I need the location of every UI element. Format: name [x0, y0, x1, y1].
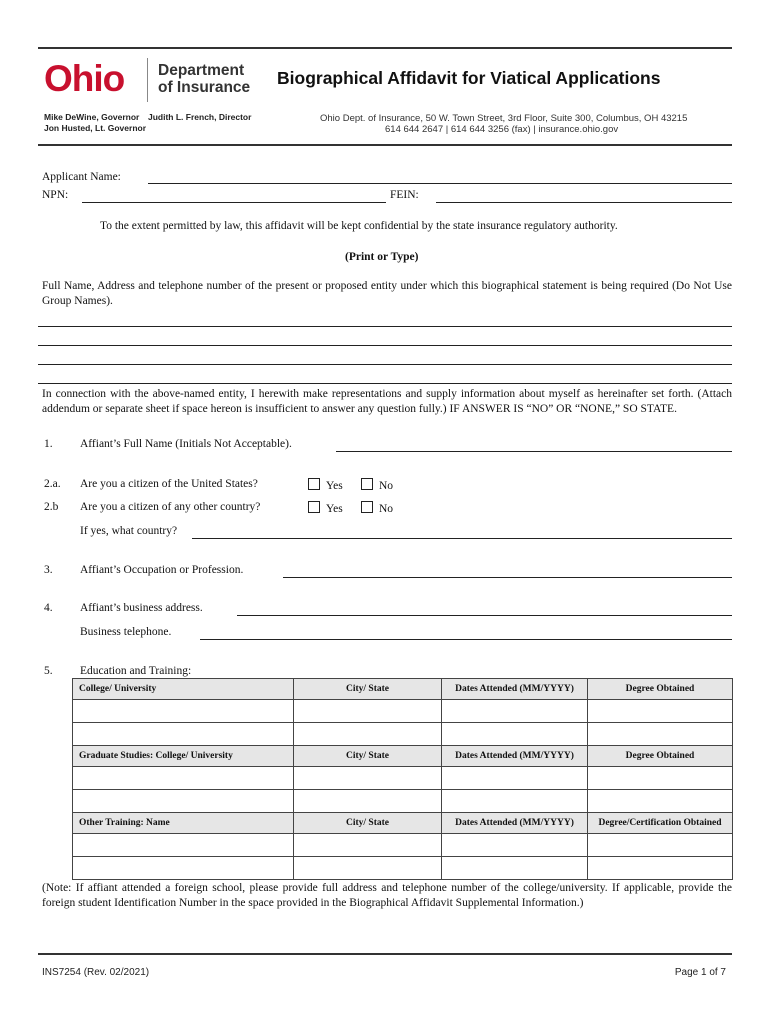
entity-instruction: Full Name, Address and telephone number of the present or proposed entity under which this biographical statement is being required (Do Not Use Group Names). [42, 280, 732, 307]
table-cell[interactable] [588, 723, 733, 746]
table-cell[interactable] [73, 790, 294, 813]
college-header-name: College/ University [73, 679, 294, 700]
form-title: Biographical Affidavit for Viatical Applications [277, 68, 661, 88]
applicant-name-label: Applicant Name: [42, 171, 121, 183]
table-cell[interactable] [442, 700, 588, 723]
graduate-header-dates: Dates Attended (MM/YYYY) [442, 746, 588, 767]
table-row [73, 700, 733, 723]
form-id: INS7254 (Rev. 02/2021) [42, 967, 150, 978]
other-header-city: City/ State [294, 813, 442, 834]
table-row [73, 790, 733, 813]
table-cell[interactable] [442, 790, 588, 813]
foreign-school-note: (Note: If affiant attended a foreign school, please provide full address and telephone number of the college/university. If applicable, provide the foreign student Identification Number in the space provided in the Biographical Affidavit Supplemental Information.) [42, 882, 732, 909]
q2a-label: Are you a citizen of the United States? [80, 478, 258, 490]
governor-line: Mike DeWine, Governor [44, 112, 140, 122]
q4-label: Affiant’s business address. [80, 602, 203, 614]
full-name-field[interactable] [336, 451, 732, 452]
q3-number: 3. [44, 564, 53, 576]
q2b-number: 2.b [44, 501, 59, 513]
table-cell[interactable] [294, 700, 442, 723]
other-training-header-row [73, 813, 733, 834]
department-phone: 614 644 2647 | 614 644 3256 (fax) | insurance.ohio.gov [385, 124, 619, 135]
table-cell[interactable] [588, 857, 733, 880]
table-row [73, 834, 733, 857]
q2a-yes-checkbox[interactable] [308, 478, 320, 490]
table-cell[interactable] [73, 723, 294, 746]
entity-line-2[interactable] [38, 345, 732, 346]
education-table [72, 678, 733, 880]
lt-governor-line: Jon Husted, Lt. Governor [44, 123, 147, 133]
occupation-field[interactable] [283, 577, 732, 578]
director-line: Judith L. French, Director [148, 112, 252, 122]
logo-divider [147, 58, 148, 102]
other-header-dates: Dates Attended (MM/YYYY) [442, 813, 588, 834]
entity-line-1[interactable] [38, 326, 732, 327]
table-cell[interactable] [73, 834, 294, 857]
header-bottom-rule [38, 144, 732, 146]
footer-rule [38, 953, 732, 955]
table-cell[interactable] [294, 767, 442, 790]
department-name: Department of Insurance [158, 62, 251, 96]
q2b-yes-checkbox[interactable] [308, 501, 320, 513]
table-cell[interactable] [442, 857, 588, 880]
fein-label: FEIN: [390, 189, 419, 201]
table-cell[interactable] [442, 834, 588, 857]
table-cell[interactable] [73, 767, 294, 790]
fein-field[interactable] [436, 202, 732, 203]
table-cell[interactable] [588, 790, 733, 813]
q2b-followup-label: If yes, what country? [80, 525, 178, 537]
other-header-name: Other Training: Name [73, 813, 294, 834]
other-header-degree: Degree/Certification Obtained [588, 813, 733, 834]
table-cell[interactable] [294, 790, 442, 813]
college-header-degree: Degree Obtained [588, 679, 733, 700]
q2a-number: 2.a. [44, 478, 61, 490]
q2a-no-label: No [379, 480, 394, 492]
ohio-logo: Ohio [44, 58, 125, 99]
table-cell[interactable] [588, 834, 733, 857]
q4-number: 4. [44, 602, 53, 614]
table-cell[interactable] [588, 767, 733, 790]
college-header-dates: Dates Attended (MM/YYYY) [442, 679, 588, 700]
q2a-no-checkbox[interactable] [361, 478, 373, 490]
graduate-header-name: Graduate Studies: College/ University [73, 746, 294, 767]
q1-number: 1. [44, 438, 53, 450]
q2a-yes-option[interactable] [308, 478, 343, 492]
table-cell[interactable] [73, 700, 294, 723]
table-row [73, 767, 733, 790]
q2b-no-label: No [379, 503, 394, 515]
npn-label: NPN: [42, 189, 69, 201]
graduate-header-row [73, 746, 733, 767]
q5-number: 5. [44, 665, 53, 677]
print-or-type: (Print or Type) [345, 251, 419, 263]
college-header-row [73, 679, 733, 700]
other-country-field[interactable] [192, 538, 732, 539]
q1-label: Affiant’s Full Name (Initials Not Acceptable). [80, 438, 292, 450]
business-telephone-label: Business telephone. [80, 626, 172, 638]
table-cell[interactable] [294, 834, 442, 857]
q2b-no-option[interactable] [361, 501, 393, 515]
graduate-header-city: City/ State [294, 746, 442, 767]
table-cell[interactable] [294, 857, 442, 880]
confidentiality-notice: To the extent permitted by law, this affidavit will be kept confidential by the state insurance regulatory authority. [100, 220, 618, 232]
q2a-yes-label: Yes [326, 480, 343, 492]
npn-field[interactable] [82, 202, 386, 203]
q2b-yes-label: Yes [326, 503, 343, 515]
table-cell[interactable] [73, 857, 294, 880]
q2a-no-option[interactable] [361, 478, 393, 492]
header-top-rule [38, 47, 732, 49]
page-number: Page 1 of 7 [674, 967, 726, 978]
graduate-header-degree: Degree Obtained [588, 746, 733, 767]
q2b-no-checkbox[interactable] [361, 501, 373, 513]
table-row [73, 857, 733, 880]
table-cell[interactable] [588, 700, 733, 723]
entity-line-4[interactable] [38, 383, 732, 384]
q2b-yes-option[interactable] [308, 501, 343, 515]
table-cell[interactable] [294, 723, 442, 746]
applicant-name-field[interactable] [148, 183, 732, 184]
q5-label: Education and Training: [80, 665, 192, 677]
table-cell[interactable] [442, 767, 588, 790]
business-address-field[interactable] [237, 615, 732, 616]
business-telephone-field[interactable] [200, 639, 732, 640]
department-address: Ohio Dept. of Insurance, 50 W. Town Street, 3rd Floor, Suite 300, Columbus, OH 43215 [320, 113, 688, 124]
representations-statement: In connection with the above-named entity, I herewith make representations and supply information about myself as hereinafter set forth. (Attach addendum or separate sheet if space hereon is insufficient to answer any question fully.) IF ANSWER IS “NO” OR “NONE,” SO STATE. [42, 388, 732, 415]
q3-label: Affiant’s Occupation or Profession. [80, 564, 244, 576]
q2b-label: Are you a citizen of any other country? [80, 501, 261, 513]
entity-line-3[interactable] [38, 364, 732, 365]
table-row [73, 723, 733, 746]
table-cell[interactable] [442, 723, 588, 746]
college-header-city: City/ State [294, 679, 442, 700]
